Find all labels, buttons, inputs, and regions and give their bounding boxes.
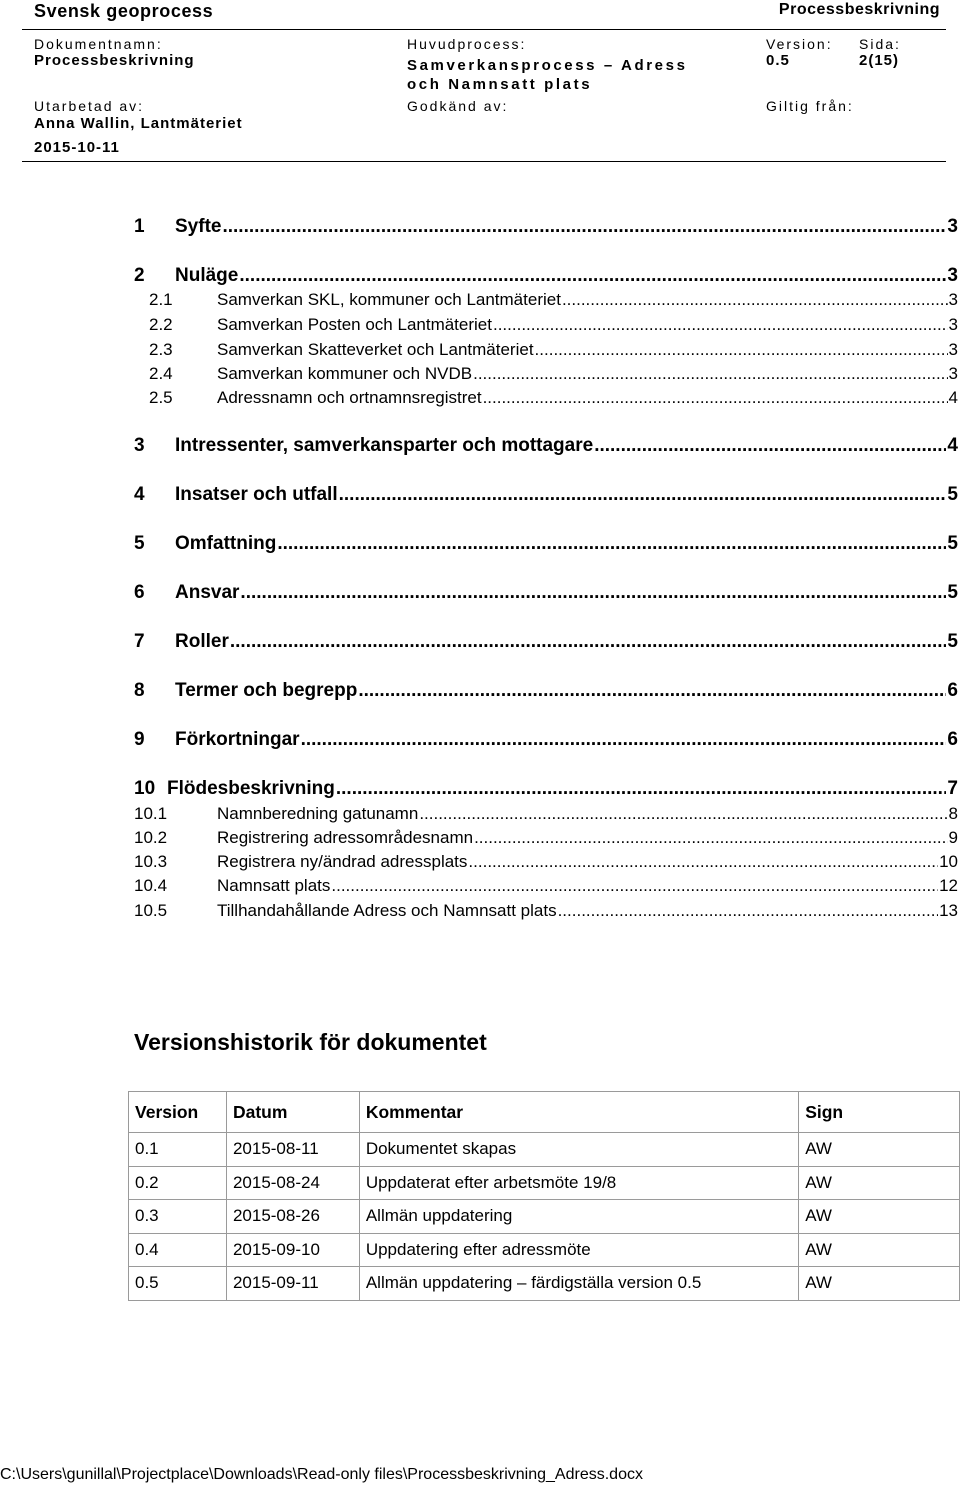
toc-entry[interactable]: 3 Intressenter, samverkansparter och mottagare ..... 4 <box>134 435 958 457</box>
toc-entry[interactable]: 2.4 Samverkan kommuner och NVDB ..... 3 <box>149 364 958 384</box>
table-cell: Uppdaterat efter arbetsmöte 19/8 <box>359 1166 798 1200</box>
prepared-date-value: 2015-10-11 <box>34 139 120 156</box>
toc-entry[interactable]: 8 Termer och begrepp ..... 6 <box>134 680 958 702</box>
table-cell: 0.3 <box>129 1200 227 1234</box>
table-cell: Dokumentet skapas <box>359 1133 798 1167</box>
toc-entry[interactable]: 10 Flödesbeskrivning ..... 7 <box>134 778 958 800</box>
toc-entry[interactable]: 5 Omfattning ..... 5 <box>134 533 958 555</box>
header-divider-bottom <box>22 161 946 162</box>
toc-entry[interactable]: 10.1 Namnberedning gatunamn ..... 8 <box>134 804 958 824</box>
table-cell: AW <box>799 1166 960 1200</box>
version-label: Version: <box>766 36 833 52</box>
table-cell: Uppdatering efter adressmöte <box>359 1233 798 1267</box>
table-cell: 2015-09-11 <box>226 1267 359 1301</box>
toc-entry[interactable]: 2.2 Samverkan Posten och Lantmäteriet ..... 3 <box>149 315 958 335</box>
table-cell: 2015-08-24 <box>226 1166 359 1200</box>
table-cell: AW <box>799 1233 960 1267</box>
table-cell: 0.4 <box>129 1233 227 1267</box>
main-process-label: Huvudprocess: <box>407 36 527 52</box>
table-row <box>129 1267 960 1301</box>
table-header-row <box>129 1092 960 1133</box>
doc-name-label: Dokumentnamn: <box>34 36 163 52</box>
table-cell: AW <box>799 1133 960 1167</box>
table-cell: Allmän uppdatering – färdigställa version 0.5 <box>359 1267 798 1301</box>
toc-entry[interactable]: 10.3 Registrera ny/ändrad adressplats ..... 10 <box>134 852 958 872</box>
table-row <box>129 1233 960 1267</box>
table-cell: AW <box>799 1267 960 1301</box>
page-value: 2(15) <box>859 52 900 69</box>
toc-entry[interactable]: 10.4 Namnsatt plats ..... 12 <box>134 876 958 896</box>
table-cell: Allmän uppdatering <box>359 1200 798 1234</box>
valid-from-label: Giltig från: <box>766 98 854 114</box>
toc-entry[interactable]: 2.5 Adressnamn och ortnamnsregistret ..... 4 <box>149 388 958 408</box>
table-cell: 0.1 <box>129 1133 227 1167</box>
toc-entry[interactable]: 2 Nuläge ..... 3 <box>134 265 958 287</box>
table-row <box>129 1200 960 1234</box>
version-value: 0.5 <box>766 52 790 69</box>
toc-entry[interactable]: 2.3 Samverkan Skatteverket och Lantmäteriet ..... 3 <box>149 340 958 360</box>
table-cell: 0.2 <box>129 1166 227 1200</box>
table-row <box>129 1166 960 1200</box>
toc-entry[interactable]: 2.1 Samverkan SKL, kommuner och Lantmäteriet ..... 3 <box>149 290 958 310</box>
toc-entry[interactable]: 1 Syfte ..... 3 <box>134 216 958 238</box>
main-process-line1: Samverkansprocess – Adress <box>407 57 688 74</box>
main-process-line2: och Namnsatt plats <box>407 76 593 93</box>
approved-by-label: Godkänd av: <box>407 98 509 114</box>
table-cell: 2015-09-10 <box>226 1233 359 1267</box>
table-cell: 0.5 <box>129 1267 227 1301</box>
doc-name-value: Processbeskrivning <box>34 52 195 69</box>
toc-entry[interactable]: 4 Insatser och utfall ..... 5 <box>134 484 958 506</box>
prepared-by-value: Anna Wallin, Lantmäteriet <box>34 115 243 132</box>
toc-entry[interactable]: 7 Roller ..... 5 <box>134 631 958 653</box>
header-divider-top <box>22 29 946 30</box>
toc-entry[interactable]: 9 Förkortningar ..... 6 <box>134 729 958 751</box>
column-header: Sign <box>799 1092 960 1133</box>
toc-entry[interactable]: 6 Ansvar ..... 5 <box>134 582 958 604</box>
page-label: Sida: <box>859 36 901 52</box>
toc-entry[interactable]: 10.5 Tillhandahållande Adress och Namnsatt plats ..... 13 <box>134 901 958 921</box>
version-history-title: Versionshistorik för dokumentet <box>134 1029 487 1055</box>
table-cell: AW <box>799 1200 960 1234</box>
prepared-by-label: Utarbetad av: <box>34 98 145 114</box>
column-header: Datum <box>226 1092 359 1133</box>
table-cell: 2015-08-11 <box>226 1133 359 1167</box>
footer-file-path: C:\Users\gunillal\Projectplace\Downloads\Read-only files\Processbeskrivning_Adress.docx <box>0 1466 643 1483</box>
column-header: Version <box>129 1092 227 1133</box>
column-header: Kommentar <box>359 1092 798 1133</box>
table-cell: 2015-08-26 <box>226 1200 359 1234</box>
toc-entry[interactable]: 10.2 Registrering adressområdesnamn ..... 9 <box>134 828 958 848</box>
document-type: Processbeskrivning <box>778 1 940 18</box>
version-history-table <box>128 1091 960 1301</box>
organization-name: Svensk geoprocess <box>34 1 214 21</box>
table-row <box>129 1133 960 1167</box>
